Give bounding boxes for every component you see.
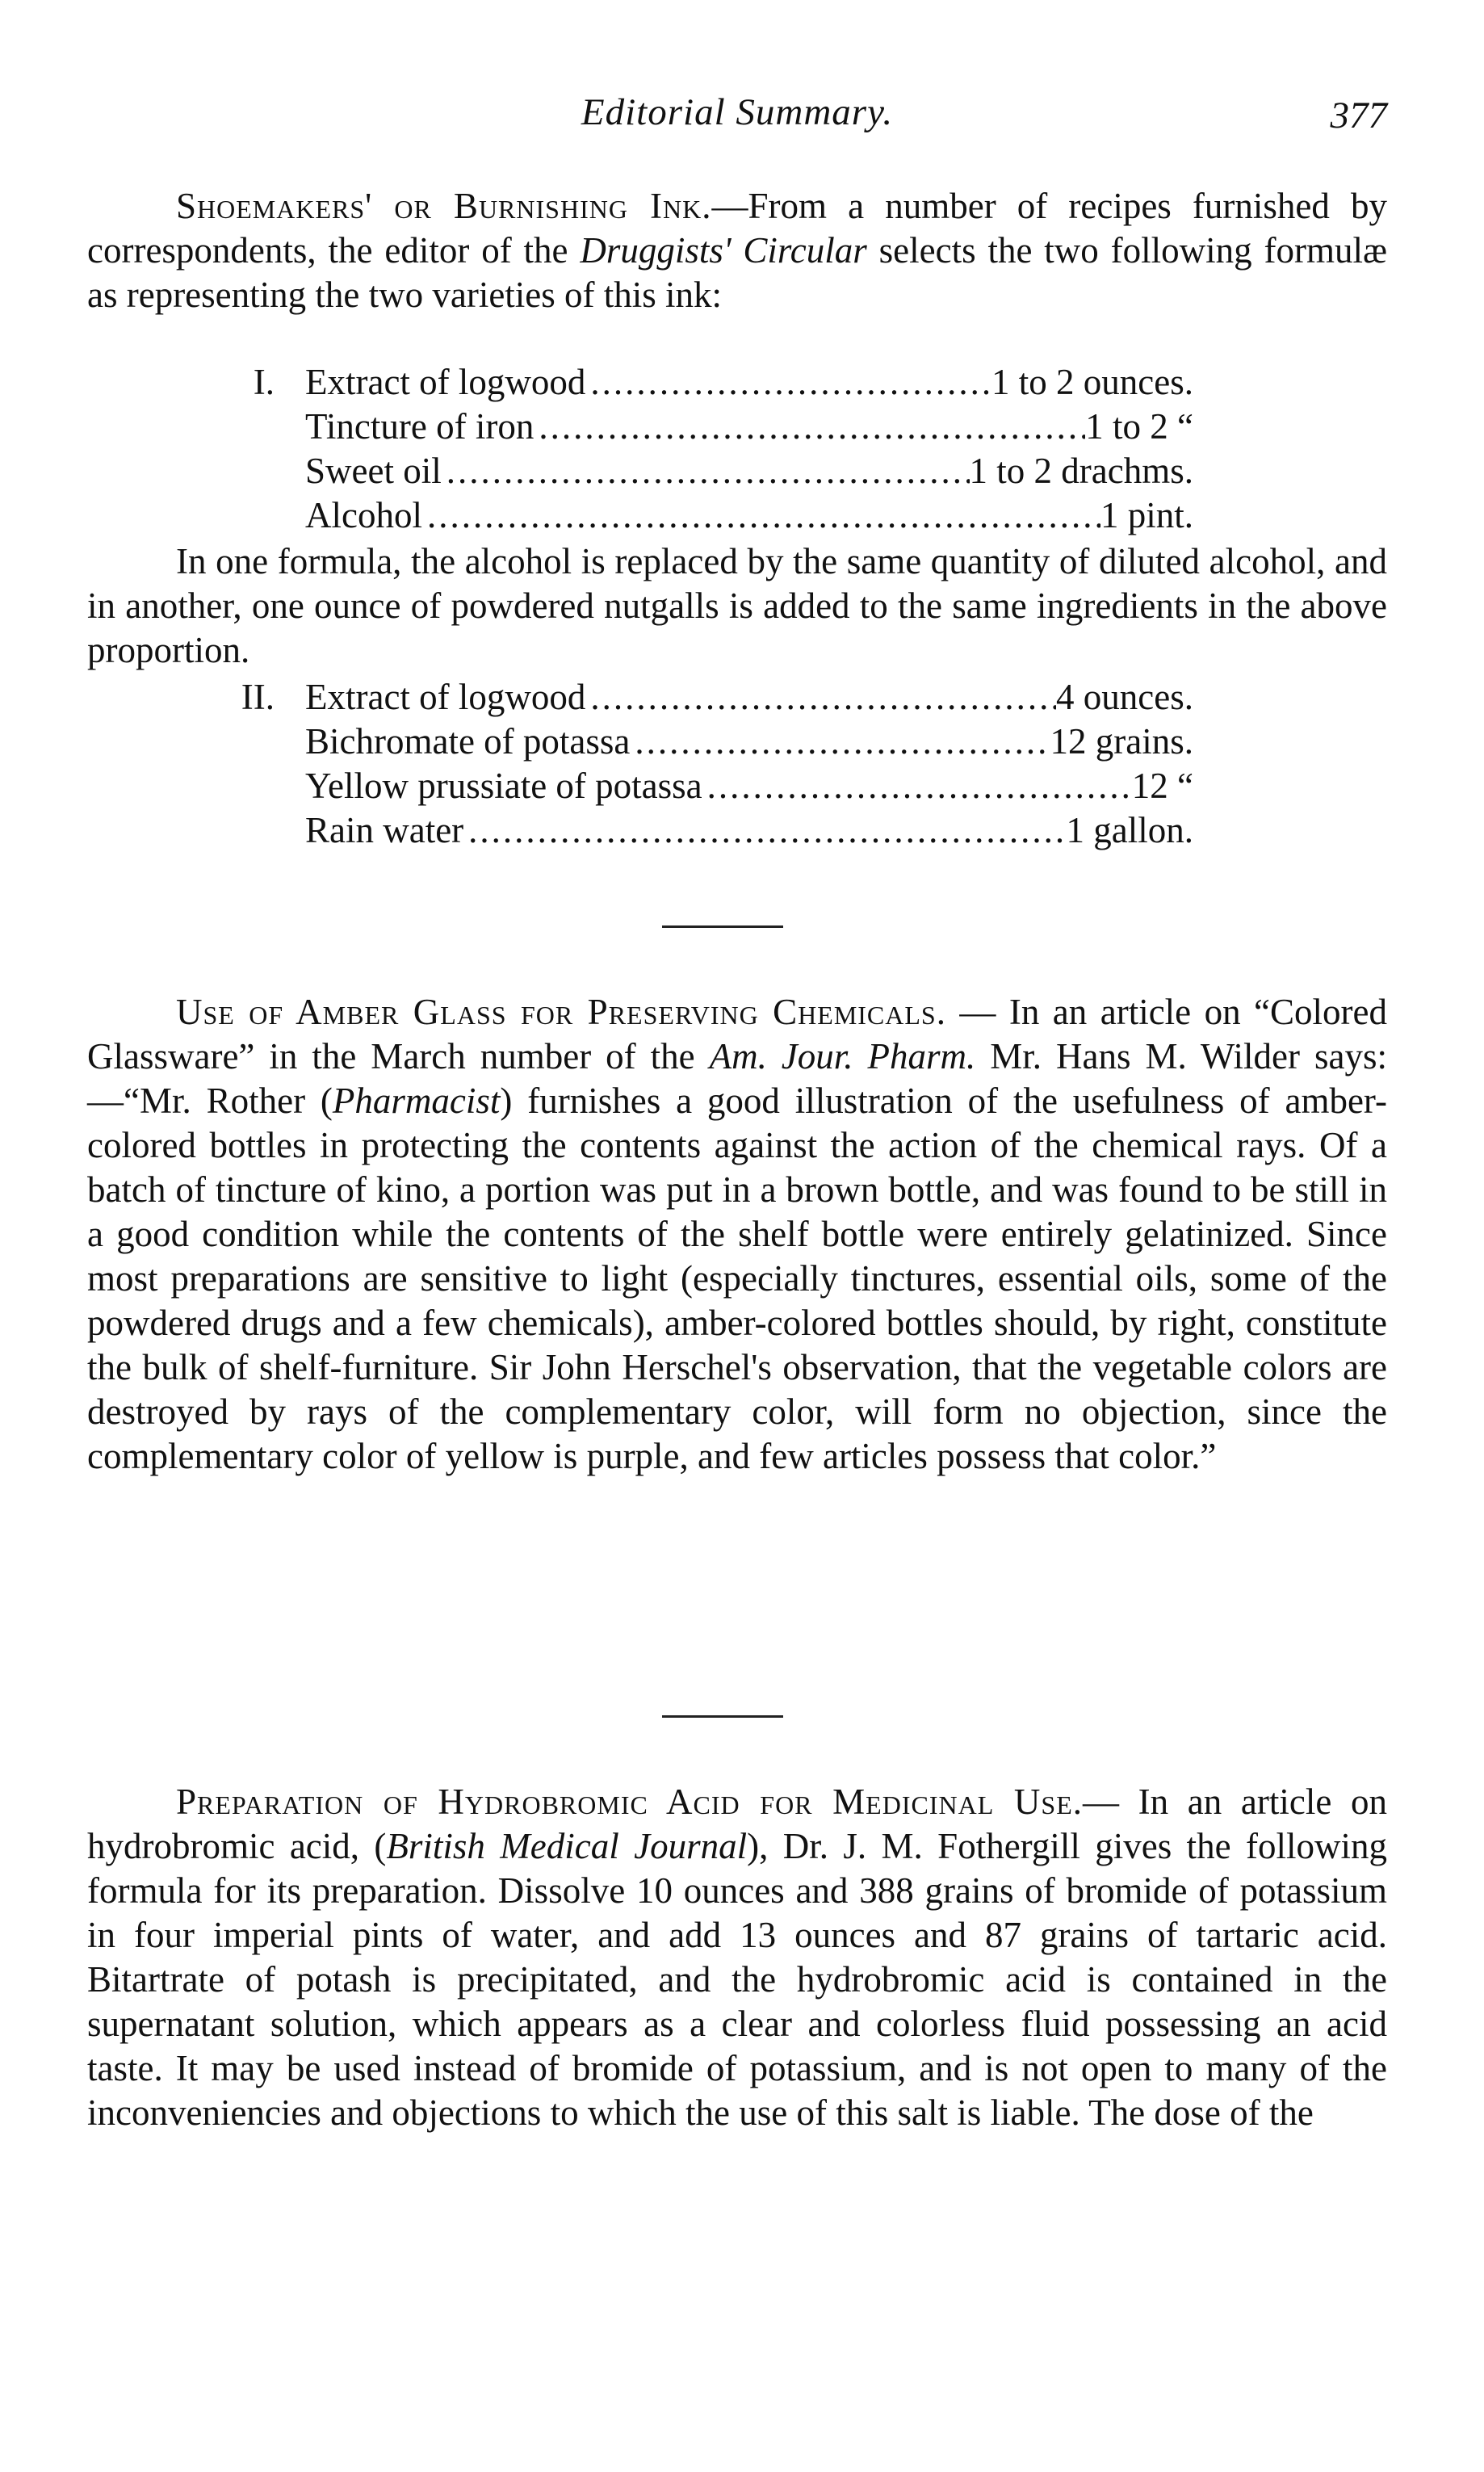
- paragraph-text: — In an article on “Colored Glassware” in the March number of the: [87, 992, 1387, 1077]
- quantity: 1 pint.: [1100, 495, 1193, 535]
- ink-intro-paragraph: [87, 184, 1387, 317]
- quantity: 4 ounces.: [1056, 677, 1193, 717]
- formula-row: [305, 405, 1193, 449]
- dot-leader: [702, 764, 1132, 808]
- page-header: [87, 90, 1387, 139]
- amber-glass-paragraph: [87, 990, 1387, 1479]
- quantity: 1 to 2 ounces.: [991, 362, 1193, 402]
- page-number: 377: [1330, 94, 1387, 136]
- paragraph-text: Mr. Hans M. Wilder says:—“Mr. Rother (: [87, 1036, 1387, 1121]
- dot-leader: [463, 808, 1066, 853]
- formula-numeral: II.: [241, 677, 275, 717]
- ingredient: Extract of logwood: [305, 362, 586, 402]
- dot-leader: [442, 449, 970, 493]
- ingredient: Yellow prussiate of potassa: [305, 766, 702, 806]
- source-title: Pharmacist: [332, 1081, 501, 1121]
- quantity: 12 grains.: [1050, 721, 1193, 762]
- section-divider: [662, 925, 783, 928]
- formula-row: [305, 675, 1193, 720]
- source-title: British Medical Journal: [386, 1826, 748, 1866]
- ingredient: Bichromate of potassa: [305, 721, 631, 762]
- middle-paragraph: In one formula, the alcohol is replaced by the same quantity of diluted alcohol, and in another, one ounce of powdered nutgalls is added to the same ingredients in the above proportion.: [87, 541, 1387, 670]
- quantity: 1 to 2 “: [1085, 406, 1193, 447]
- section-divider: [662, 1715, 783, 1718]
- dot-leader: [585, 675, 1056, 720]
- paragraph-text: selects the two following formulæ as representing the two varieties of this ink:: [87, 230, 1387, 315]
- formula-row: [305, 360, 1193, 405]
- running-head: Editorial Summary.: [581, 91, 894, 133]
- dot-leader: [585, 360, 991, 405]
- dot-leader: [422, 493, 1100, 538]
- ingredient: Alcohol: [305, 495, 422, 535]
- formula-row: [305, 720, 1193, 764]
- quantity: 12 “: [1131, 766, 1193, 806]
- paragraph-text: ), Dr. J. M. Fothergill gives the following formula for its preparation. Dissolve 10 ounces and 388 grains of bromide of potassium in four imperial pints of water, and add 13 ounces and 87 grains of tartaric acid. Bitartrate of potash is precipitated, and the hydrobromic acid is contained in the supernatant solution, which appears as a clear and colorless fluid possessing an acid taste. It may be used instead of bromide of potassium, and is not open to many of the inconveniencies and objections to which the use of this salt is liable. The dose of the: [87, 1826, 1387, 2133]
- paragraph-text: —From a number of recipes furnished by correspondents, the editor of the: [87, 186, 1387, 271]
- dot-leader: [630, 720, 1050, 764]
- dot-leader: [534, 405, 1085, 449]
- section-heading: Preparation of Hydrobromic Acid for Medicinal Use.: [176, 1782, 1084, 1822]
- paragraph-text: ) furnishes a good illustration of the usefulness of amber-colored bottles in protecting the contents against the action of the chemical rays. Of a batch of tincture of kino, a portion was put in a brown bottle, and was found to be still in a good condition while the contents of the shelf bottle were entirely gelatinized. Since most preparations are sensitive to light (especially tinctures, essential oils, some of the powdered drugs and a few chemicals), amber-colored bottles should, by right, constitute the bulk of shelf-furniture. Sir John Herschel's observation, that the vegetable colors are destroyed by rays of the complementary color, will form no objection, since the complementary color of yellow is purple, and few articles possess that color.”: [87, 1081, 1387, 1476]
- formula-numeral: I.: [253, 362, 275, 402]
- hydrobromic-paragraph: [87, 1780, 1387, 2135]
- source-title: Druggists' Circular: [580, 230, 867, 271]
- ingredient: Sweet oil: [305, 451, 442, 491]
- ingredient: Extract of logwood: [305, 677, 586, 717]
- quantity: 1 gallon.: [1066, 810, 1193, 850]
- ingredient: Rain water: [305, 810, 464, 850]
- formula-row: [305, 808, 1193, 853]
- ingredient: Tincture of iron: [305, 406, 534, 447]
- formula-row: [305, 449, 1193, 493]
- quantity: 1 to 2 drachms.: [969, 451, 1193, 491]
- paragraph-text: — In an article on hydrobromic acid, (: [87, 1782, 1387, 1866]
- source-title: Am. Jour. Pharm.: [709, 1036, 976, 1077]
- section-heading: Shoemakers' or Burnishing Ink.: [176, 186, 712, 226]
- section-heading: Use of Amber Glass for Preserving Chemicals.: [176, 992, 946, 1032]
- formula-row: [305, 493, 1193, 538]
- formula-row: [305, 764, 1193, 808]
